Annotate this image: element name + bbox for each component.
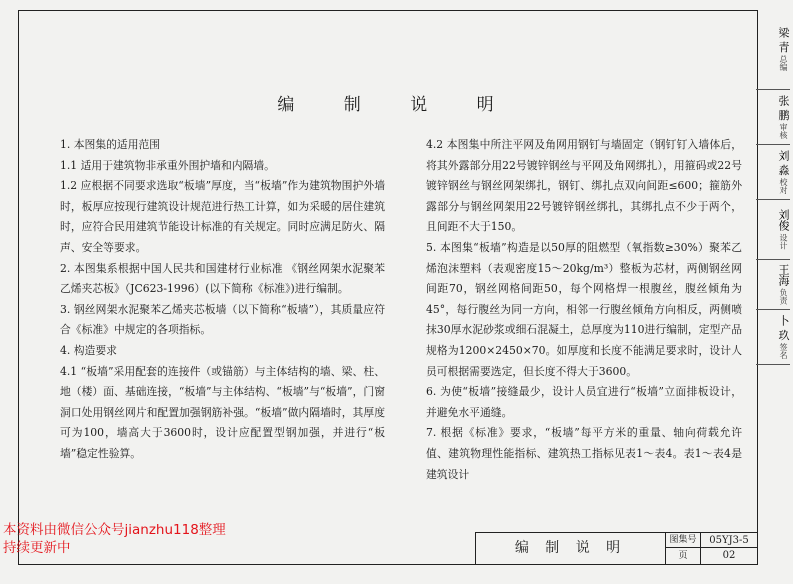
sig-cell xyxy=(756,260,790,310)
paragraph: 4.1 “板墙”采用配套的连接件（或锚筋）与主体结构的墙、梁、柱、地（楼）面、基础连接，“板墙”与主体结构、“板墙”与“板墙”，门窗洞口处用钢丝网片和配置加强钢筋补强。“板墙”做内隔墙时，其厚度可为100，墙高大于3600时，设计应配置型钢加强，并进行“板墙”稳定性验算。 xyxy=(60,364,385,460)
title-block-name: 编 制 说 明 xyxy=(476,533,666,564)
sig-value: 梁 青 xyxy=(777,27,790,53)
paragraph: 6. 为使“板墙”接缝最少，设计人员宜进行“板墙”立面排板设计，并避免水平通缝。 xyxy=(426,385,742,419)
sig-value: 刘 淼 xyxy=(777,149,790,176)
sig-label: 总编 xyxy=(779,55,788,72)
sig-cell xyxy=(756,200,790,260)
watermark-line: 本资料由微信公众号jianzhu118整理 xyxy=(3,522,226,538)
right-column xyxy=(426,135,742,485)
page-number: 02 xyxy=(722,550,736,561)
sig-cell xyxy=(756,310,790,365)
sig-value: 王海 xyxy=(777,264,790,287)
watermark-overlay xyxy=(3,521,226,557)
paragraph: 5. 本图集“板墙”构造是以50厚的阻燃型（氧指数≥30%）聚苯乙烯泡沫塑料（表观密度15～20kg/m³）整板为芯材，两侧钢丝网间距70，钢丝网格间距50，每个网格焊一根腹丝，腹丝倾角为45°，每行腹丝为同一方向，相邻一行腹丝倾角方向相反，两侧喷抹30厚水泥砂浆或细石混凝土，总厚度为110进行编制，定型产品规格为1200×2450×70。如厚度和长度不能满足要求时，设计人员可根据需要选定，但长度不得大于3600。 xyxy=(426,240,742,378)
watermark-line: 持续更新中 xyxy=(3,540,71,556)
sig-label: 审核 xyxy=(779,123,788,140)
atlas-number: 05YJ3-5 xyxy=(701,533,757,548)
title-block xyxy=(475,532,758,565)
page-title: 编 制 说 明 xyxy=(277,95,516,115)
left-column xyxy=(60,135,385,465)
paragraph: 3. 钢丝网架水泥聚苯乙烯夹芯板墙（以下简称“板墙”），其质量应符合《标准》中规定的各项指标。 xyxy=(60,302,385,337)
atlas-number-label: 图集号 xyxy=(666,533,701,548)
sig-label: 负责 xyxy=(779,288,788,305)
sig-label: 校对 xyxy=(779,178,788,195)
page-label: 页 xyxy=(666,548,701,564)
paragraph: 4. 构造要求 xyxy=(60,343,117,357)
paragraph: 1.1 适用于建筑物非承重外围护墙和内隔墙。 xyxy=(60,158,275,172)
sig-label: 设计 xyxy=(779,233,788,250)
sig-value: 卜 玖 xyxy=(777,314,790,341)
paragraph: 1.2 应根据不同要求选取“板墙”厚度，当“板墙”作为建筑物围护外墙时，板厚应按现行建筑设计规范进行热工计算，如为采暖的居住建筑时，应符合民用建筑节能设计标准的有关规定。同时应满足防火、隔声、安全等要求。 xyxy=(60,179,385,254)
sig-cell xyxy=(756,145,790,200)
sig-cell xyxy=(756,10,790,90)
sig-label: 签名 xyxy=(779,343,788,360)
paragraph: 1. 本图集的适用范围 xyxy=(60,138,161,151)
paragraph: 2. 本图集系根据中国人民共和国建材行业标准 《钢丝网架水泥聚苯乙烯夹芯板》（JC623-1996）(以下简称《标准》)进行编制。 xyxy=(60,261,385,296)
paragraph: 4.2 本图集中所注平网及角网用钢钉与墙固定（钢钉钉入墙体后，将其外露部分用22号镀锌钢丝与平网及角网绑扎），用箍码或22号镀锌钢丝与钢丝网架绑扎，钢钉、绑扎点双向间距≤600；箍筋外露部分与钢丝网架用22号镀锌钢丝绑扎，其绑扎点不少于两个，且间距不大于150。 xyxy=(426,138,742,234)
sig-value: 张 鹏 xyxy=(777,94,790,121)
paragraph: 7. 根据《标准》要求，“板墙”每平方米的重量、轴向荷载允许值、建筑物理性能指标、建筑热工指标见表1～表4。表1～表4是建筑设计 xyxy=(426,426,742,481)
sig-value: 刘俊 xyxy=(777,209,790,232)
